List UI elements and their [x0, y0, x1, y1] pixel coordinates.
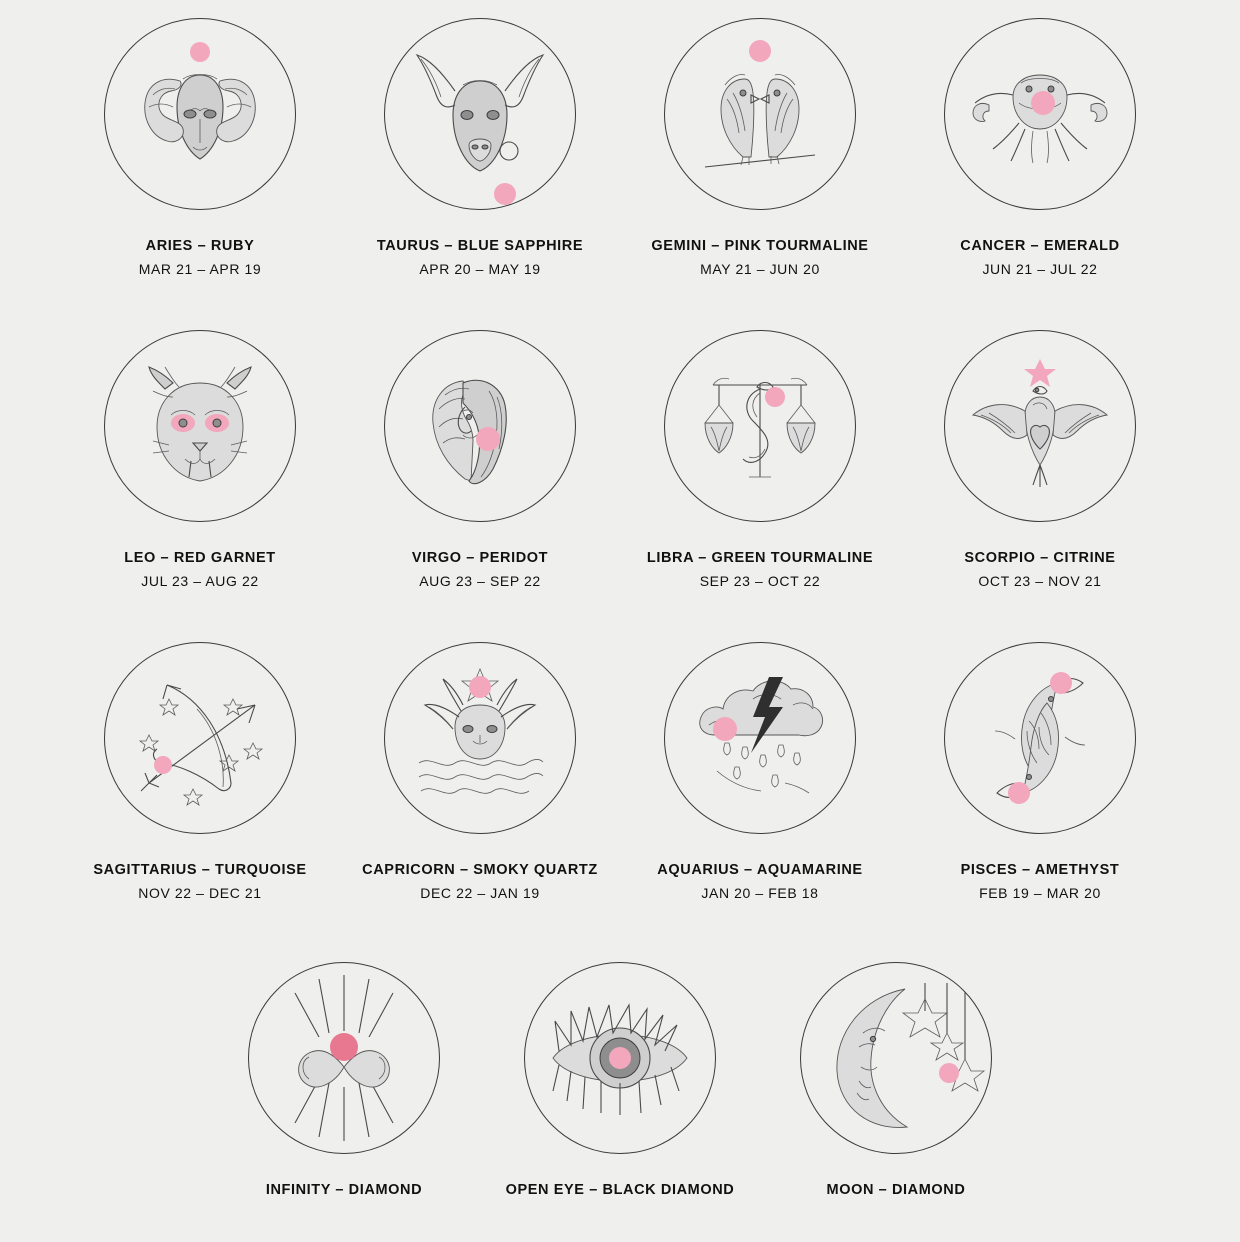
zodiac-card-gemini[interactable]	[620, 18, 900, 330]
scales-snake-icon	[664, 330, 856, 522]
zodiac-card-aries[interactable]	[60, 18, 340, 330]
ram-head-icon	[104, 18, 296, 210]
caption	[362, 860, 598, 903]
sign-title: AQUARIUS – AQUAMARINE	[657, 862, 863, 878]
sign-title: VIRGO – PERIDOT	[411, 550, 549, 566]
sign-title: CAPRICORN – SMOKY QUARTZ	[362, 862, 598, 878]
sign-dates: SEP 23 – OCT 22	[699, 573, 821, 590]
zodiac-card-leo[interactable]	[60, 330, 340, 642]
zodiac-card-scorpio[interactable]	[900, 330, 1180, 642]
sign-dates: DEC 22 – JAN 19	[420, 885, 540, 902]
symbol-title: INFINITY – DIAMOND	[265, 1182, 423, 1198]
zodiac-card-aquarius[interactable]	[620, 642, 900, 954]
zodiac-card-cancer[interactable]	[900, 18, 1180, 330]
lion-face-icon	[104, 330, 296, 522]
sign-dates: JUL 23 – AUG 22	[141, 573, 259, 590]
caption	[506, 1180, 735, 1201]
crescent-moon-stars-icon	[800, 962, 992, 1154]
caption	[647, 548, 873, 591]
symbol-card-infinity[interactable]	[206, 962, 482, 1242]
symbol-card-open-eye[interactable]	[482, 962, 758, 1242]
open-eye-icon	[524, 962, 716, 1154]
sign-title: PISCES – AMETHYST	[960, 862, 1120, 878]
sign-title: SAGITTARIUS – TURQUOISE	[93, 862, 307, 878]
sign-dates: MAY 21 – JUN 20	[700, 261, 820, 278]
zodiac-grid	[60, 18, 1180, 954]
caption	[961, 860, 1120, 903]
caption	[377, 236, 583, 279]
sign-dates: OCT 23 – NOV 21	[978, 573, 1102, 590]
infinity-sunburst-icon	[248, 962, 440, 1154]
sign-dates: FEB 19 – MAR 20	[979, 885, 1101, 902]
zodiac-card-sagittarius[interactable]	[60, 642, 340, 954]
bull-head-icon	[384, 18, 576, 210]
caption	[960, 236, 1119, 279]
sign-title: CANCER – EMERALD	[960, 238, 1120, 254]
zodiac-card-pisces[interactable]	[900, 642, 1180, 954]
twin-birds-icon	[664, 18, 856, 210]
caption	[657, 860, 862, 903]
sign-title: LEO – RED GARNET	[124, 550, 276, 566]
sign-title: LIBRA – GREEN TOURMALINE	[646, 550, 874, 566]
sign-title: TAURUS – BLUE SAPPHIRE	[376, 238, 584, 254]
two-fish-icon	[944, 642, 1136, 834]
sign-dates: JUN 21 – JUL 22	[982, 261, 1098, 278]
symbol-title: MOON – DIAMOND	[826, 1182, 966, 1198]
sign-title: ARIES – RUBY	[145, 238, 255, 254]
zodiac-card-capricorn[interactable]	[340, 642, 620, 954]
symbol-title: OPEN EYE – BLACK DIAMOND	[505, 1182, 735, 1198]
caption	[827, 1180, 966, 1201]
caption	[124, 548, 275, 591]
sign-dates: MAR 21 – APR 19	[138, 261, 262, 278]
caption	[139, 236, 262, 279]
caption	[266, 1180, 422, 1201]
caption	[964, 548, 1115, 591]
caption	[651, 236, 868, 279]
bow-arrow-icon	[104, 642, 296, 834]
zodiac-card-taurus[interactable]	[340, 18, 620, 330]
zodiac-card-virgo[interactable]	[340, 330, 620, 642]
maiden-profile-icon	[384, 330, 576, 522]
sign-dates: NOV 22 – DEC 21	[138, 885, 262, 902]
sign-title: GEMINI – PINK TOURMALINE	[651, 238, 869, 254]
crab-icon	[944, 18, 1136, 210]
sea-goat-icon	[384, 642, 576, 834]
storm-cloud-rain-icon	[664, 642, 856, 834]
sign-dates: APR 20 – MAY 19	[419, 261, 541, 278]
sign-dates: JAN 20 – FEB 18	[701, 885, 819, 902]
symbols-row	[206, 962, 1034, 1242]
winged-phoenix-icon	[944, 330, 1136, 522]
symbol-card-moon[interactable]	[758, 962, 1034, 1242]
caption	[412, 548, 548, 591]
sign-dates: AUG 23 – SEP 22	[419, 573, 541, 590]
sign-title: SCORPIO – CITRINE	[964, 550, 1116, 566]
caption	[93, 860, 306, 903]
zodiac-card-libra[interactable]	[620, 330, 900, 642]
